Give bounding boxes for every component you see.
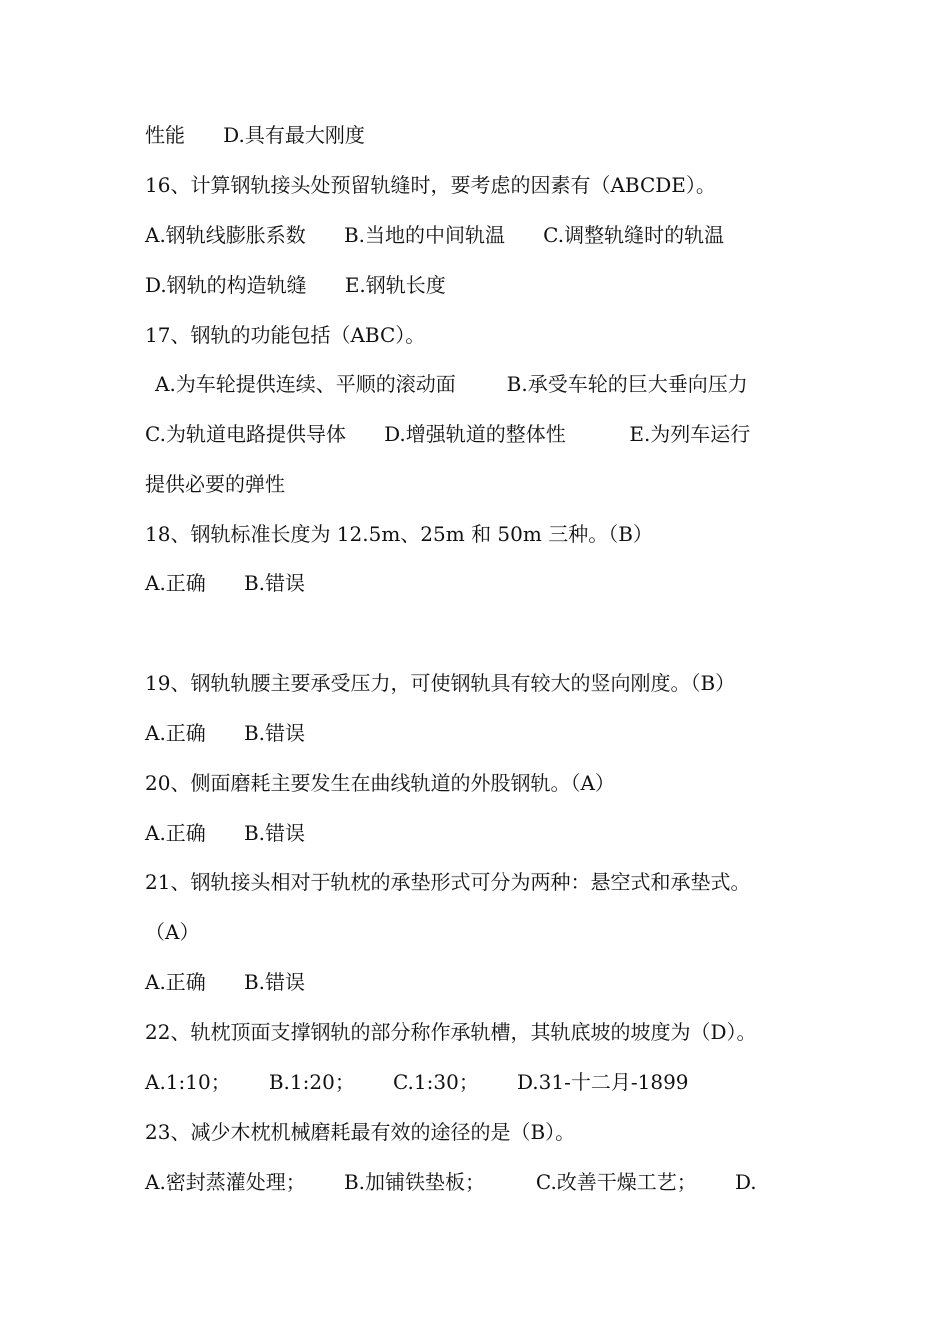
question-17-options-cont: 提供必要的弹性 [145,472,285,496]
question-17-options-cde: C.为轨道电路提供导体 D.增强轨道的整体性 E.为列车运行 [145,422,751,446]
question-18: 18、钢轨标准长度为 12.5m、25m 和 50m 三种。（B） [145,522,653,546]
question-16: 16、计算钢轨接头处预留轨缝时，要考虑的因素有（ABCDE）。 [145,173,716,197]
question-22: 22、轨枕顶面支撑钢轨的部分称作承轨槽，其轨底坡的坡度为（D）。 [145,1020,757,1044]
question-16-options-abc: A.钢轨线膨胀系数 B.当地的中间轨温 C.调整轨缝时的轨温 [145,223,725,247]
question-17-options-ab: A.为车轮提供连续、平顺的滚动面 B.承受车轮的巨大垂向压力 [155,372,748,396]
question-19-options: A.正确 B.错误 [145,721,305,745]
question-21-answer: （A） [145,920,200,944]
question-23: 23、减少木枕机械磨耗最有效的途径的是（B）。 [145,1120,576,1144]
text-line-1: 性能 D.具有最大刚度 [145,123,365,147]
question-18-options: A.正确 B.错误 [145,571,305,595]
question-16-options-de: D.钢轨的构造轨缝 E.钢轨长度 [145,273,446,297]
question-20-options: A.正确 B.错误 [145,821,305,845]
question-20: 20、侧面磨耗主要发生在曲线轨道的外股钢轨。（A） [145,771,615,795]
question-19: 19、钢轨轨腰主要承受压力，可使钢轨具有较大的竖向刚度。（B） [145,671,736,695]
question-21-options: A.正确 B.错误 [145,970,305,994]
question-22-options: A.1:10； B.1:20； C.1:30； D.31-十二月-1899 [145,1070,689,1094]
question-23-options: A.密封蒸灌处理； B.加铺铁垫板； C.改善干燥工艺； D. [145,1170,757,1194]
question-17: 17、钢轨的功能包括（ABC）。 [145,323,426,347]
question-21: 21、钢轨接头相对于轨枕的承垫形式可分为两种：悬空式和承垫式。 [145,870,751,894]
